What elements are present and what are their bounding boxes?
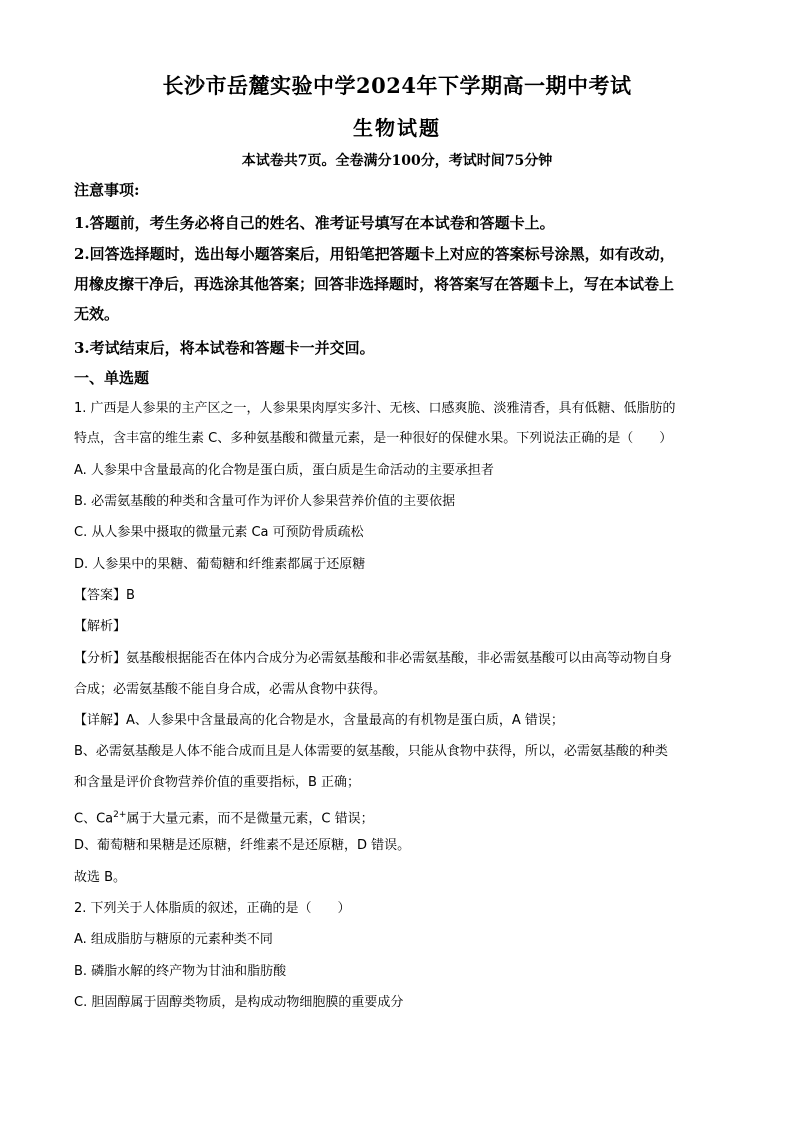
q1-option-a: A. 人参果中含量最高的化合物是蛋白质，蛋白质是生命活动的主要承担者 [74, 463, 494, 478]
note-3: 3.考试结束后，将本试卷和答题卡一并交回。 [74, 339, 375, 357]
xiangjie-c-post: 属于大量元素，而不是微量元素，C 错误； [126, 811, 374, 827]
fenxi-line-1 [74, 649, 724, 669]
xiangjie-c-sup: 2+ [113, 810, 127, 820]
note-2-line-3: 无效。 [74, 305, 120, 323]
q1-stem-line-2: 特点，含丰富的维生素 C、多种氨基酸和微量元素，是一种很好的保健水果。下列说法正确的是（ ） [74, 431, 673, 446]
exam-meta: 本试卷共7页。全卷满分100分，考试时间75分钟 [241, 153, 553, 169]
q1-option-d: D. 人参果中的果糖、葡萄糖和纤维素都属于还原糖 [74, 557, 366, 572]
answer-tag: 【答案】 [74, 588, 127, 603]
note-2-line-1: 2.回答选择题时，选出每小题答案后，用铅笔把答题卡上对应的答案标号涂黑，如有改动， [74, 245, 675, 263]
q2-option-c: C. 胆固醇属于固醇类物质，是构成动物细胞膜的重要成分 [74, 995, 404, 1010]
q2-option-b: B. 磷脂水解的终产物为甘油和脂肪酸 [74, 964, 287, 979]
xiangjie-tag: 【详解】 [74, 713, 127, 728]
q1-answer [74, 586, 724, 606]
exam-subject: 生物试题 [353, 116, 441, 140]
note-2-line-2: 用橡皮擦干净后，再选涂其他答案；回答非选择题时，将答案写在答题卡上，写在本试卷上 [74, 275, 675, 293]
xiangjie-line-a [74, 711, 724, 731]
fenxi-line-2: 合成；必需氨基酸不能自身合成，必需从食物中获得。 [74, 682, 387, 697]
xiangjie-line-b2: 和含量是评价食物营养价值的重要指标，B 正确； [74, 775, 361, 790]
answer-value: B [126, 588, 135, 603]
exam-title: 长沙市岳麓实验中学2024年下学期高一期中考试 [162, 73, 632, 98]
q2-option-a: A. 组成脂肪与糖原的元素种类不同 [74, 932, 273, 947]
q1-conclusion: 故选 B。 [74, 870, 127, 885]
analysis-tag: 【解析】 [74, 619, 127, 634]
xiangjie-c-pre: C、Ca [74, 811, 114, 827]
xiangjie-a-text: A、人参果中含量最高的化合物是水，含量最高的有机物是蛋白质，A 错误； [126, 713, 564, 728]
q1-stem-line-1: 1. 广西是人参果的主产区之一，人参果果肉厚实多汁、无核、口感爽脆、淡雅清香，具有低糖、低脂肪的 [74, 401, 676, 416]
q2-stem: 2. 下列关于人体脂质的叙述，正确的是（ ） [74, 901, 351, 916]
xiangjie-line-b1: B、必需氨基酸是人体不能合成而且是人体需要的氨基酸，只能从食物中获得，所以，必需氨基酸的种类 [74, 744, 668, 759]
section-heading: 一、单选题 [74, 369, 150, 387]
note-1: 1.答题前，考生务必将自己的姓名、准考证号填写在本试卷和答题卡上。 [74, 214, 555, 232]
q1-option-c: C. 从人参果中摄取的微量元素 Ca 可预防骨质疏松 [74, 525, 364, 540]
xiangjie-line-c [74, 805, 724, 829]
q1-option-b: B. 必需氨基酸的种类和含量可作为评价人参果营养价值的主要依据 [74, 494, 456, 509]
xiangjie-line-d: D、葡萄糖和果糖是还原糖，纤维素不是还原糖，D 错误。 [74, 838, 411, 853]
fenxi-tag: 【分析】 [74, 651, 127, 666]
notes-heading: 注意事项: [74, 181, 140, 199]
fenxi-text: 氨基酸根据能否在体内合成分为必需氨基酸和非必需氨基酸，非必需氨基酸可以由高等动物自身 [126, 651, 673, 666]
